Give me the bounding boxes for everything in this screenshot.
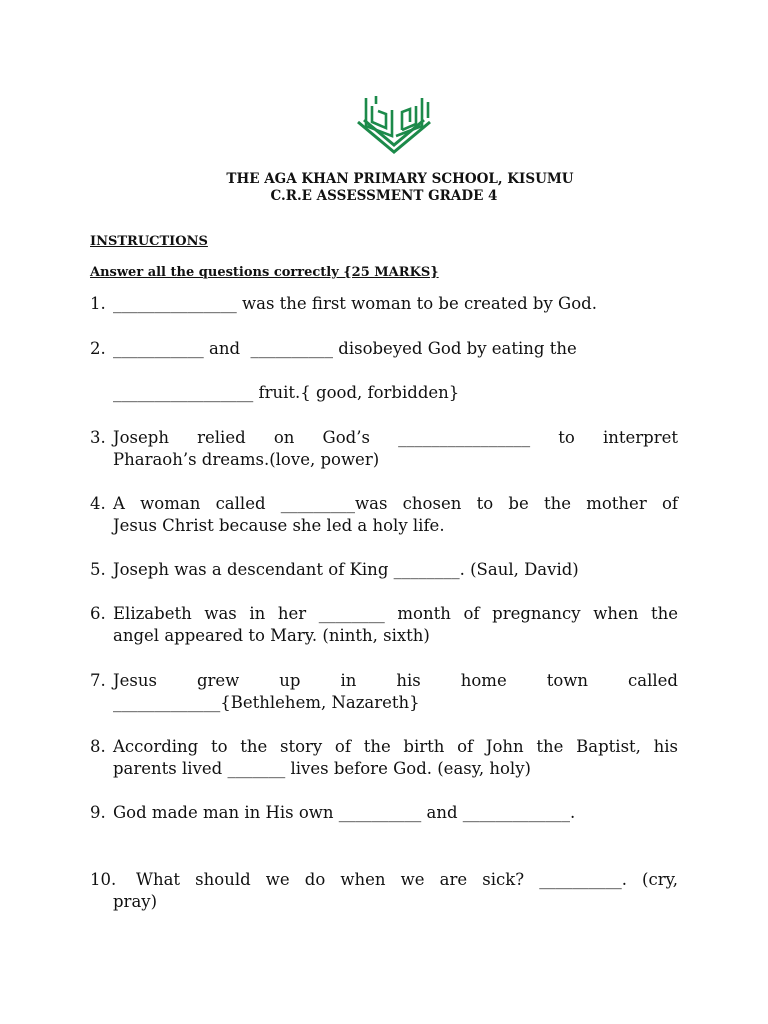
assessment-title: C.R.E ASSESSMENT GRADE 4: [270, 188, 498, 204]
question-text: Joseph relied on God’s ________________ to interpret: [113, 428, 678, 447]
school-name: THE AGA KHAN PRIMARY SCHOOL, KISUMU: [226, 171, 574, 187]
question-number: 2.: [90, 339, 106, 358]
question-text: ___________ and __________ disobeyed God by eating the: [113, 339, 577, 358]
question-number: 4.: [90, 494, 106, 513]
question-2: [90, 338, 678, 360]
question-10: [90, 869, 678, 913]
question-6: [90, 603, 678, 647]
question-text: parents lived _______ lives before God. (easy, holy): [113, 759, 531, 778]
question-text: Jesus grew up in his home town called: [113, 671, 678, 690]
question-7: [90, 670, 678, 714]
question-4: [90, 493, 678, 537]
question-5: [90, 559, 678, 581]
question-number: 3.: [90, 428, 106, 447]
question-text: pray): [113, 892, 158, 911]
question-text: Joseph was a descendant of King ________. (Saul, David): [113, 560, 579, 579]
question-text: _______________ was the first woman to be created by God.: [113, 294, 597, 313]
question-number: 7.: [90, 671, 106, 690]
question-text: According to the story of the birth of John the Baptist, his: [113, 737, 678, 756]
question-text: Pharaoh’s dreams.(love, power): [113, 450, 380, 469]
question-text: A woman called _________was chosen to be the mother of: [113, 494, 678, 513]
question-text: _________________ fruit.{ good, forbidden}: [113, 383, 460, 402]
question-text: _____________{Bethlehem, Nazareth}: [113, 693, 420, 712]
question-text: What should we do when we are sick? __________. (cry,: [136, 870, 678, 889]
question-number: 10.: [90, 870, 117, 889]
question-number: 5.: [90, 560, 106, 579]
question-2-continued: [90, 382, 678, 404]
question-8: [90, 736, 678, 780]
question-9: [90, 802, 678, 824]
question-text: angel appeared to Mary. (ninth, sixth): [113, 626, 430, 645]
question-3: [90, 427, 678, 471]
question-number: 1.: [90, 294, 106, 313]
question-number: 9.: [90, 803, 106, 822]
question-number: 6.: [90, 604, 106, 623]
question-text: God made man in His own __________ and _____________.: [113, 803, 576, 822]
question-number: 8.: [90, 737, 106, 756]
instructions-heading: INSTRUCTIONS: [90, 234, 208, 249]
school-logo: [352, 92, 436, 156]
question-text: Elizabeth was in her ________ month of pregnancy when the: [113, 604, 678, 623]
question-text: Jesus Christ because she led a holy life.: [113, 516, 445, 535]
instructions-text: Answer all the questions correctly {25 MARKS}: [90, 265, 439, 280]
question-1: [90, 293, 678, 315]
